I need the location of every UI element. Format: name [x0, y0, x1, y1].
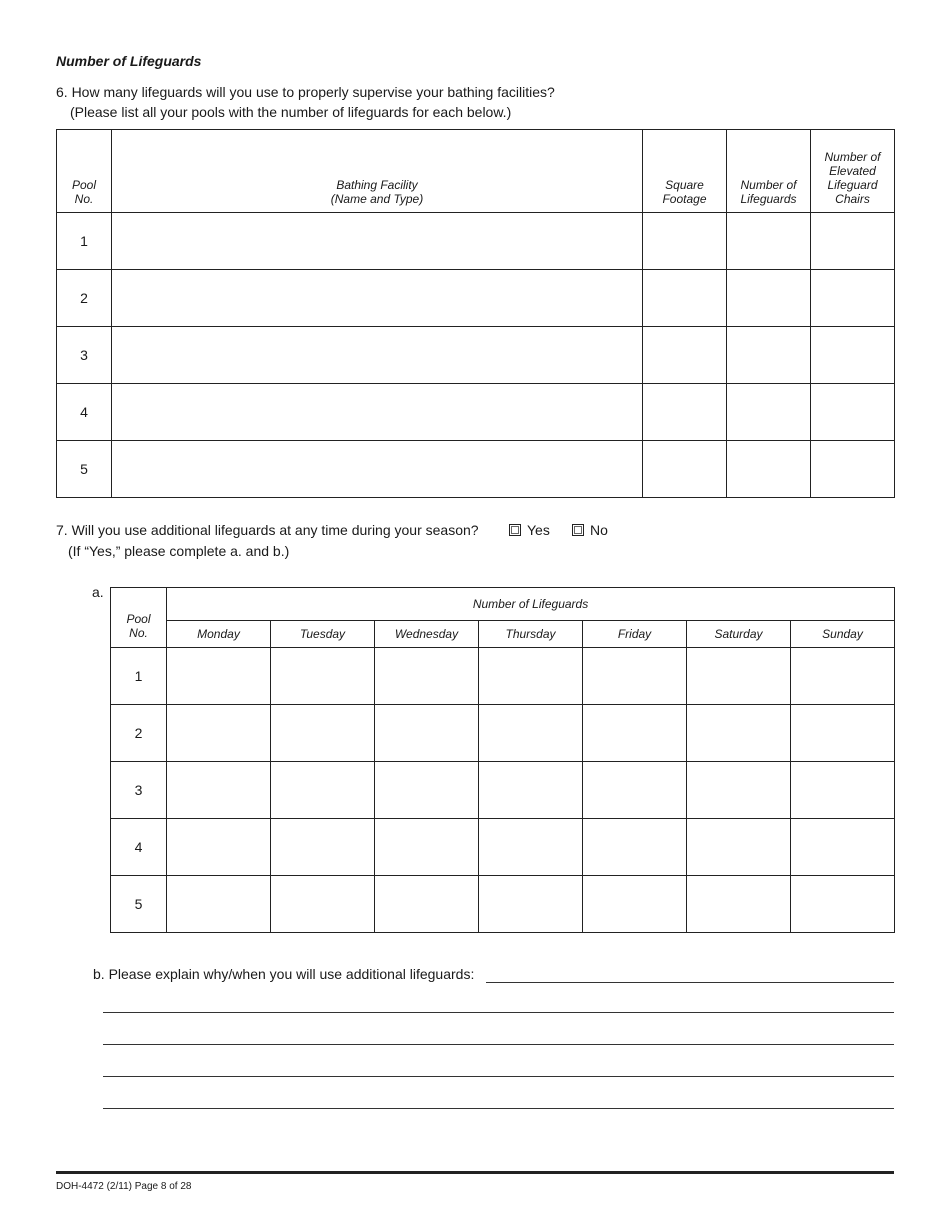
- question-6-note: (Please list all your pools with the number of lifeguards for each below.): [70, 104, 512, 120]
- header-day: Tuesday: [271, 621, 375, 648]
- lifeguards-cell[interactable]: [727, 213, 811, 270]
- header-number-of-lifeguards: Number of Lifeguards: [727, 130, 811, 213]
- lifeguards-cell[interactable]: [727, 384, 811, 441]
- question-7b-text: b. Please explain why/when you will use additional lifeguards:: [93, 966, 475, 982]
- facility-cell[interactable]: [112, 270, 643, 327]
- facility-cell[interactable]: [112, 441, 643, 498]
- chairs-cell[interactable]: [811, 384, 895, 441]
- explanation-line[interactable]: [103, 1076, 894, 1077]
- day-lifeguards-cell[interactable]: [271, 876, 375, 933]
- pool-number: 1: [57, 213, 112, 270]
- day-lifeguards-cell[interactable]: [167, 705, 271, 762]
- square-footage-cell[interactable]: [643, 327, 727, 384]
- square-footage-cell[interactable]: [643, 270, 727, 327]
- day-lifeguards-cell[interactable]: [375, 705, 479, 762]
- header-number-of-lifeguards: Number of Lifeguards: [167, 588, 895, 621]
- day-lifeguards-cell[interactable]: [583, 648, 687, 705]
- day-lifeguards-cell[interactable]: [791, 648, 895, 705]
- pool-number: 4: [111, 819, 167, 876]
- yes-checkbox[interactable]: [509, 522, 550, 538]
- section-title: Number of Lifeguards: [56, 53, 202, 69]
- pool-number: 3: [57, 327, 112, 384]
- day-lifeguards-cell[interactable]: [583, 876, 687, 933]
- additional-lifeguards-table: [110, 587, 895, 933]
- header-day: Friday: [583, 621, 687, 648]
- facility-cell[interactable]: [112, 213, 643, 270]
- day-lifeguards-cell[interactable]: [167, 648, 271, 705]
- chairs-cell[interactable]: [811, 270, 895, 327]
- pool-number: 4: [57, 384, 112, 441]
- header-square-footage: Square Footage: [643, 130, 727, 213]
- header-day: Wednesday: [375, 621, 479, 648]
- day-lifeguards-cell[interactable]: [167, 819, 271, 876]
- day-lifeguards-cell[interactable]: [271, 819, 375, 876]
- header-day: Monday: [167, 621, 271, 648]
- checkbox-box[interactable]: [509, 524, 521, 536]
- day-lifeguards-cell[interactable]: [167, 876, 271, 933]
- table-row: [111, 705, 895, 762]
- day-lifeguards-cell[interactable]: [479, 762, 583, 819]
- chairs-cell[interactable]: [811, 213, 895, 270]
- header-elevated-chairs: Number of Elevated Lifeguard Chairs: [811, 130, 895, 213]
- pool-number: 3: [111, 762, 167, 819]
- header-day: Thursday: [479, 621, 583, 648]
- day-lifeguards-cell[interactable]: [583, 762, 687, 819]
- table-row: [111, 876, 895, 933]
- pool-number: 2: [111, 705, 167, 762]
- day-lifeguards-cell[interactable]: [791, 819, 895, 876]
- explanation-line[interactable]: [103, 1012, 894, 1013]
- day-lifeguards-cell[interactable]: [375, 876, 479, 933]
- footer-form-id: DOH-4472 (2/11) Page 8 of 28: [56, 1181, 192, 1192]
- day-lifeguards-cell[interactable]: [375, 648, 479, 705]
- table-row: [57, 213, 895, 270]
- header-day: Sunday: [791, 621, 895, 648]
- table-row: [57, 270, 895, 327]
- header-bathing-facility: Bathing Facility (Name and Type): [112, 130, 643, 213]
- day-lifeguards-cell[interactable]: [271, 705, 375, 762]
- question-7-text: 7. Will you use additional lifeguards at any time during your season?: [56, 522, 479, 538]
- lifeguards-cell[interactable]: [727, 441, 811, 498]
- pool-number: 5: [111, 876, 167, 933]
- day-lifeguards-cell[interactable]: [167, 762, 271, 819]
- no-checkbox[interactable]: [572, 522, 608, 538]
- facility-cell[interactable]: [112, 327, 643, 384]
- day-lifeguards-cell[interactable]: [687, 705, 791, 762]
- header-day: Saturday: [687, 621, 791, 648]
- table-row: [57, 327, 895, 384]
- pools-lifeguards-table: [56, 129, 895, 498]
- lifeguards-cell[interactable]: [727, 270, 811, 327]
- day-lifeguards-cell[interactable]: [791, 876, 895, 933]
- day-lifeguards-cell[interactable]: [583, 819, 687, 876]
- day-lifeguards-cell[interactable]: [687, 648, 791, 705]
- pool-number: 5: [57, 441, 112, 498]
- day-lifeguards-cell[interactable]: [479, 819, 583, 876]
- question-7-note: (If “Yes,” please complete a. and b.): [68, 543, 290, 559]
- day-lifeguards-cell[interactable]: [375, 819, 479, 876]
- table-row: [111, 648, 895, 705]
- day-lifeguards-cell[interactable]: [583, 705, 687, 762]
- header-pool-no: Pool No.: [57, 130, 112, 213]
- part-a-label: a.: [92, 584, 104, 600]
- table-row: [111, 819, 895, 876]
- chairs-cell[interactable]: [811, 327, 895, 384]
- table-row: [57, 384, 895, 441]
- day-lifeguards-cell[interactable]: [271, 648, 375, 705]
- day-lifeguards-cell[interactable]: [375, 762, 479, 819]
- square-footage-cell[interactable]: [643, 384, 727, 441]
- day-lifeguards-cell[interactable]: [271, 762, 375, 819]
- pool-number: 2: [57, 270, 112, 327]
- table-row: [111, 762, 895, 819]
- explanation-line[interactable]: [486, 982, 894, 983]
- day-lifeguards-cell[interactable]: [791, 705, 895, 762]
- day-lifeguards-cell[interactable]: [687, 762, 791, 819]
- explanation-line[interactable]: [103, 1108, 894, 1109]
- lifeguards-cell[interactable]: [727, 327, 811, 384]
- checkbox-box[interactable]: [572, 524, 584, 536]
- pool-number: 1: [111, 648, 167, 705]
- day-lifeguards-cell[interactable]: [687, 876, 791, 933]
- day-lifeguards-cell[interactable]: [479, 648, 583, 705]
- square-footage-cell[interactable]: [643, 441, 727, 498]
- chairs-cell[interactable]: [811, 441, 895, 498]
- facility-cell[interactable]: [112, 384, 643, 441]
- explanation-line[interactable]: [103, 1044, 894, 1045]
- table-row: [57, 441, 895, 498]
- question-6-text: 6. How many lifeguards will you use to properly supervise your bathing facilities?: [56, 84, 555, 100]
- no-label: No: [590, 522, 608, 538]
- header-pool-no: Pool No.: [111, 588, 167, 648]
- day-lifeguards-cell[interactable]: [479, 705, 583, 762]
- day-lifeguards-cell[interactable]: [791, 762, 895, 819]
- day-lifeguards-cell[interactable]: [687, 819, 791, 876]
- day-lifeguards-cell[interactable]: [479, 876, 583, 933]
- yes-label: Yes: [527, 522, 550, 538]
- footer-rule: [56, 1171, 894, 1174]
- square-footage-cell[interactable]: [643, 213, 727, 270]
